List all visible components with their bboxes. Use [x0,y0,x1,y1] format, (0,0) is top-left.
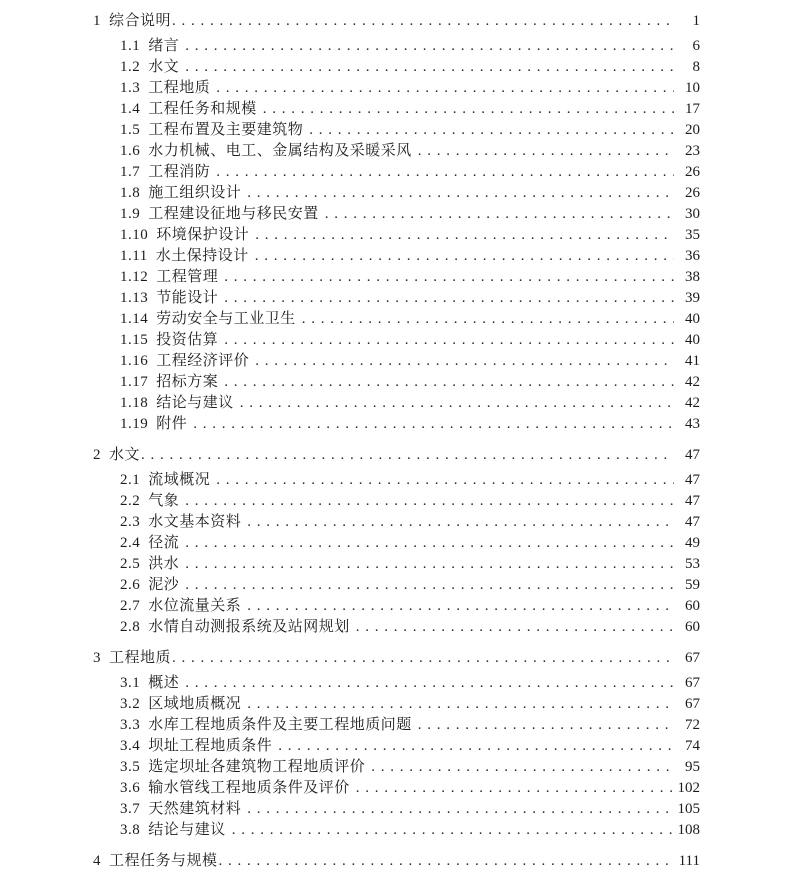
toc-entry-title: 选定坝址各建筑物工程地质评价 [148,759,366,775]
toc-entry-title: 绪言 [148,38,180,54]
toc-entry [93,491,700,512]
dot-leader [255,351,674,372]
toc-entry-title: 工程布置及主要建筑物 [148,122,304,138]
toc-entry-page: 35 [685,227,700,243]
dot-leader [247,596,674,617]
toc-entry [93,414,700,435]
toc-entry-page: 6 [692,38,700,54]
dot-leader [247,512,674,533]
dot-leader [224,372,674,393]
toc-entry-page: 40 [685,311,700,327]
toc-entry [93,120,700,141]
toc-entry-page: 38 [685,269,700,285]
toc-entry-page: 10 [685,80,700,96]
toc-entry-page: 102 [677,780,700,796]
toc-entry-number: 3.5 [120,759,141,775]
toc-entry-title: 综合说明 [109,13,172,29]
toc-entry-title: 坝址工程地质条件 [148,738,273,754]
toc-entry [93,162,700,183]
dot-leader [302,309,674,330]
toc-entry [93,715,700,736]
dot-leader [247,799,673,820]
toc-entry [93,673,700,694]
toc-entry [93,694,700,715]
dot-leader [185,673,674,694]
toc-entry-page: 42 [685,395,700,411]
dot-leader [219,851,674,872]
toc-entry [93,533,700,554]
toc-entry-number: 2.6 [120,577,141,593]
dot-leader [356,617,674,638]
toc-entry-page: 17 [685,101,700,117]
toc-entry [93,617,700,638]
toc-entry-title: 附件 [156,416,188,432]
toc-entry-title: 工程地质 [109,650,172,666]
toc-entry-page: 105 [677,801,700,817]
toc-entry [93,36,700,57]
toc-entry-number: 3.1 [120,675,141,691]
toc-entry-page: 59 [685,577,700,593]
toc-entry-page: 60 [685,619,700,635]
toc-entry-title: 劳动安全与工业卫生 [156,311,296,327]
dot-leader [232,820,674,841]
toc-entry-title: 气象 [148,493,180,509]
toc-entry [93,393,700,414]
toc-entry-page: 53 [685,556,700,572]
toc-entry-page: 108 [677,822,700,838]
dot-leader [224,267,674,288]
dot-leader [263,99,674,120]
toc-entry-page: 20 [685,122,700,138]
toc-entry-title: 天然建筑材料 [148,801,242,817]
toc-entry-number: 3.8 [120,822,141,838]
dot-leader [371,757,674,778]
toc-entry-number: 3.3 [120,717,141,733]
toc-entry-page: 47 [685,472,700,488]
toc-entry-page: 67 [685,696,700,712]
toc-entry-number: 1.18 [120,395,149,411]
toc-entry-title: 区域地质概况 [148,696,242,712]
toc-entry-page: 26 [685,185,700,201]
toc-entry-number: 1.3 [120,80,141,96]
toc-entry [93,57,700,78]
toc-entry-number: 1.6 [120,143,141,159]
toc-entry [93,575,700,596]
dot-leader [185,533,674,554]
dot-leader [216,78,674,99]
toc-entry-number: 3 [93,650,101,666]
toc-entry-title: 结论与建议 [148,822,226,838]
toc-entry-number: 2.7 [120,598,141,614]
toc-entry-title: 洪水 [148,556,180,572]
dot-leader [224,288,674,309]
toc-entry [93,372,700,393]
toc-entry-number: 1.14 [120,311,149,327]
toc-entry-number: 1.8 [120,185,141,201]
toc-entry-page: 95 [685,759,700,775]
dot-leader [185,491,674,512]
dot-leader [240,393,674,414]
toc-entry-title: 水力机械、电工、金属结构及采暖采风 [148,143,412,159]
toc-entry-page: 60 [685,598,700,614]
toc-entry-page: 8 [692,59,700,75]
toc-entry [93,288,700,309]
toc-entry-number: 3.2 [120,696,141,712]
toc-entry-page: 72 [685,717,700,733]
toc-entry-title: 水位流量关系 [148,598,242,614]
dot-leader [172,11,674,32]
toc-entry-number: 2.1 [120,472,141,488]
toc-entry-page: 47 [685,514,700,530]
toc-entry [93,225,700,246]
toc-entry-page: 30 [685,206,700,222]
dot-leader [418,715,674,736]
toc-entry-number: 1.1 [120,38,141,54]
toc-entry-title: 节能设计 [156,290,219,306]
toc-entry [93,246,700,267]
dot-leader [224,330,674,351]
toc-entry-page: 40 [685,332,700,348]
toc-entry-number: 1.12 [120,269,149,285]
toc-entry-title: 水文基本资料 [148,514,242,530]
table-of-contents [93,11,700,872]
dot-leader [216,470,674,491]
toc-entry-number: 1.5 [120,122,141,138]
toc-entry-title: 水土保持设计 [155,248,249,264]
toc-entry [93,445,700,466]
dot-leader [141,445,674,466]
toc-entry-number: 1.4 [120,101,141,117]
toc-entry-page: 47 [685,493,700,509]
toc-entry [93,141,700,162]
toc-entry [93,648,700,669]
toc-entry-number: 1.7 [120,164,141,180]
toc-entry-title: 泥沙 [148,577,180,593]
toc-entry [93,204,700,225]
toc-entry-number: 2.2 [120,493,141,509]
dot-leader [185,575,674,596]
toc-entry-page: 47 [685,447,700,463]
toc-entry-number: 4 [93,853,101,869]
toc-entry-number: 1.10 [120,227,149,243]
toc-entry [93,736,700,757]
toc-entry-title: 概述 [148,675,180,691]
toc-entry-number: 2.8 [120,619,141,635]
toc-entry-page: 49 [685,535,700,551]
toc-entry-title: 输水管线工程地质条件及评价 [148,780,350,796]
toc-entry [93,309,700,330]
toc-entry-page: 67 [685,675,700,691]
dot-leader [185,554,674,575]
toc-entry-title: 结论与建议 [156,395,234,411]
toc-entry [93,470,700,491]
toc-entry-page: 74 [685,738,700,754]
toc-entry-title: 施工组织设计 [148,185,242,201]
dot-leader [172,648,674,669]
toc-entry-number: 1.16 [120,353,149,369]
toc-entry-number: 2.3 [120,514,141,530]
dot-leader [325,204,674,225]
toc-entry [93,512,700,533]
dot-leader [278,736,674,757]
toc-entry-title: 工程建设征地与移民安置 [148,206,319,222]
dot-leader [185,36,674,57]
toc-entry [93,330,700,351]
toc-entry-number: 3.7 [120,801,141,817]
dot-leader [255,225,674,246]
toc-entry [93,799,700,820]
toc-entry-number: 1.19 [120,416,149,432]
toc-entry-title: 流域概况 [148,472,211,488]
toc-entry-title: 径流 [148,535,180,551]
toc-entry-page: 1 [692,13,700,29]
toc-entry [93,99,700,120]
toc-entry-page: 43 [685,416,700,432]
toc-entry [93,351,700,372]
toc-entry-page: 41 [685,353,700,369]
toc-entry-title: 环境保护设计 [156,227,250,243]
toc-entry-page: 67 [685,650,700,666]
toc-entry [93,267,700,288]
dot-leader [247,694,674,715]
toc-entry-title: 水库工程地质条件及主要工程地质问题 [148,717,412,733]
dot-leader [418,141,674,162]
toc-entry-number: 2.5 [120,556,141,572]
toc-entry [93,596,700,617]
toc-entry-page: 36 [685,248,700,264]
dot-leader [193,414,674,435]
toc-entry-title: 工程任务与规模 [109,853,218,869]
toc-entry [93,851,700,872]
toc-entry [93,820,700,841]
dot-leader [356,778,674,799]
toc-entry-title: 工程任务和规模 [148,101,257,117]
toc-entry-number: 1.2 [120,59,141,75]
dot-leader [247,183,674,204]
toc-entry-number: 3.6 [120,780,141,796]
dot-leader [185,57,674,78]
toc-entry-number: 2.4 [120,535,141,551]
toc-entry-title: 投资估算 [156,332,219,348]
toc-entry-page: 23 [685,143,700,159]
dot-leader [216,162,674,183]
toc-entry-number: 2 [93,447,101,463]
toc-entry-number: 1.11 [120,248,148,264]
toc-entry-number: 1.17 [120,374,149,390]
toc-entry-title: 招标方案 [156,374,219,390]
toc-entry [93,554,700,575]
toc-entry [93,757,700,778]
toc-entry-number: 1.15 [120,332,149,348]
toc-entry-title: 工程管理 [156,269,219,285]
toc-entry-page: 42 [685,374,700,390]
toc-entry-number: 1.9 [120,206,141,222]
toc-entry-number: 1 [93,13,101,29]
toc-entry-number: 1.13 [120,290,149,306]
toc-entry-title: 工程地质 [148,80,211,96]
toc-entry-title: 工程经济评价 [156,353,250,369]
toc-entry [93,11,700,32]
toc-entry [93,183,700,204]
toc-entry [93,78,700,99]
dot-leader [309,120,674,141]
toc-entry-page: 39 [685,290,700,306]
toc-entry-page: 111 [678,853,700,869]
dot-leader [255,246,674,267]
toc-entry-page: 26 [685,164,700,180]
toc-entry-title: 水情自动测报系统及站网规划 [148,619,350,635]
toc-entry-title: 水文 [148,59,180,75]
toc-entry-title: 水文 [109,447,141,463]
toc-entry [93,778,700,799]
toc-entry-title: 工程消防 [148,164,211,180]
toc-entry-number: 3.4 [120,738,141,754]
